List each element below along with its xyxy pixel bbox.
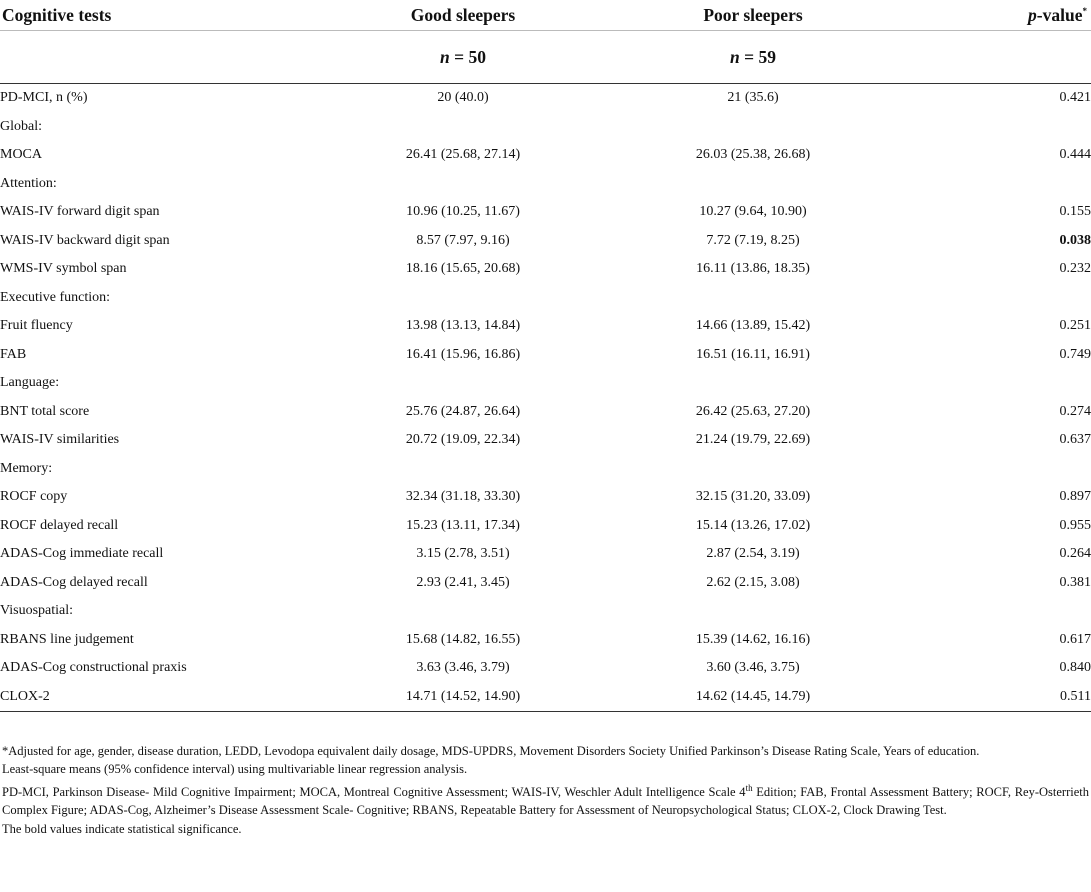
cell-poor-sleepers: 14.62 (14.45, 14.79)	[695, 688, 811, 704]
footnote-least-square: Least-square means (95% confidence interval) using multivariable linear regression analysis.	[2, 762, 468, 777]
cell-test-name: RBANS line judgement	[0, 631, 134, 647]
cell-poor-sleepers: 7.72 (7.19, 8.25)	[706, 232, 800, 248]
cell-test-name: ROCF copy	[0, 489, 68, 505]
table-row	[0, 540, 1091, 569]
header-p-asterisk: *	[1082, 5, 1087, 16]
cell-test-name: PD-MCI, n (%)	[0, 84, 318, 113]
cell-p-value: 0.038	[1059, 232, 1091, 248]
cell-poor-sleepers	[608, 170, 898, 199]
cell-p-value	[898, 369, 1091, 398]
cell-poor-sleepers: 14.66 (13.89, 15.42)	[695, 318, 811, 334]
cell-good-sleepers: 3.15 (2.78, 3.51)	[416, 546, 510, 562]
header-good-sleepers: Good sleepers	[410, 4, 516, 25]
cell-poor-sleepers: 26.03 (25.38, 26.68)	[695, 147, 811, 163]
cell-p-value	[898, 113, 1091, 142]
cell-good-sleepers	[318, 284, 608, 313]
cell-p-value: 0.617	[1059, 631, 1091, 647]
footnote-abbrev-part-b: Edition; FAB, Frontal Assessment Battery; ROCF, Rey-Osterrieth Complex Figure; ADAS-Cog, Alzheimer’s Disease Assessment Scale- Cognitive; RBANS, Repeatable Battery for Assessment of Neuropsychological Status; CLOX-2, Clock Drawing Test.	[2, 784, 1089, 818]
cell-good-sleepers: 18.16 (15.65, 20.68)	[405, 261, 521, 277]
cell-test-name: WAIS-IV forward digit span	[0, 204, 160, 220]
table-row	[0, 683, 1091, 712]
cell-poor-sleepers: 3.60 (3.46, 3.75)	[706, 660, 800, 676]
table-row	[0, 312, 1091, 341]
cell-poor-sleepers: 2.87 (2.54, 3.19)	[706, 546, 800, 562]
good-n-label: n	[440, 46, 450, 67]
table-row	[0, 654, 1091, 683]
cell-poor-sleepers: 21.24 (19.79, 22.69)	[695, 432, 811, 448]
cell-good-sleepers: 25.76 (24.87, 26.64)	[405, 403, 521, 419]
header-poor-sleepers: Poor sleepers	[703, 4, 803, 25]
table-row	[0, 141, 1091, 170]
cell-test-name: BNT total score	[0, 403, 90, 419]
cell-p-value: 0.264	[1059, 546, 1091, 562]
n-row-blank-p	[898, 31, 1091, 84]
cell-p-value: 0.232	[1059, 261, 1091, 277]
cell-p-value: 0.155	[1059, 204, 1091, 220]
poor-sleepers-n	[608, 31, 898, 84]
cell-poor-sleepers: 15.39 (14.62, 16.16)	[695, 631, 811, 647]
cell-test-name: ADAS-Cog constructional praxis	[0, 660, 187, 676]
cell-good-sleepers: 8.57 (7.97, 9.16)	[416, 232, 510, 248]
cell-test-name: MOCA	[0, 147, 43, 163]
cell-test-name: Fruit fluency	[0, 318, 73, 334]
cell-test-name: WAIS-IV backward digit span	[0, 232, 170, 248]
cell-test-name: Memory:	[0, 460, 53, 476]
table-row	[0, 341, 1091, 370]
table-row	[0, 512, 1091, 541]
table-row	[0, 426, 1091, 455]
cell-poor-sleepers: 21 (35.6)	[608, 84, 898, 113]
cell-p-value: 0.897	[1059, 489, 1091, 505]
cell-good-sleepers: 20.72 (19.09, 22.34)	[405, 432, 521, 448]
cell-p-value: 0.274	[1059, 403, 1091, 419]
cell-poor-sleepers: 2.62 (2.15, 3.08)	[706, 574, 800, 590]
header-p-rest: -value	[1036, 4, 1083, 25]
poor-n-value: = 59	[739, 46, 776, 67]
table-row	[0, 255, 1091, 284]
cell-poor-sleepers: 26.42 (25.63, 27.20)	[695, 403, 811, 419]
poor-n-label: n	[730, 46, 740, 67]
cell-good-sleepers: 10.96 (10.25, 11.67)	[406, 204, 520, 220]
cell-good-sleepers: 20 (40.0)	[318, 84, 608, 113]
table-row	[0, 597, 1091, 626]
footnote-adjusted: *Adjusted for age, gender, disease duration, LEDD, Levodopa equivalent daily dosage, MDS-UPDRS, Movement Disorders Society Unified Parkinson’s Disease Rating Scale, Years of education.	[2, 744, 980, 758]
table-row	[0, 398, 1091, 427]
cell-test-name: ROCF delayed recall	[0, 517, 119, 533]
cell-p-value: 0.749	[1059, 346, 1091, 362]
table-row	[0, 284, 1091, 313]
good-n-value: = 50	[449, 46, 486, 67]
table-row	[0, 455, 1091, 484]
cell-test-name: Attention:	[0, 175, 57, 191]
cell-p-value: 0.840	[1059, 660, 1091, 676]
sample-size-row	[0, 31, 1091, 84]
cell-poor-sleepers	[608, 113, 898, 142]
cell-p-value	[898, 284, 1091, 313]
table-row	[0, 483, 1091, 512]
table-row	[0, 198, 1091, 227]
cell-good-sleepers: 15.68 (14.82, 16.55)	[405, 631, 521, 647]
cell-test-name: ADAS-Cog delayed recall	[0, 574, 148, 590]
cell-p-value	[898, 455, 1091, 484]
cell-poor-sleepers: 16.11 (13.86, 18.35)	[696, 261, 810, 277]
n-row-blank	[0, 31, 318, 84]
header-p-value	[898, 0, 1091, 31]
table-row	[0, 84, 1091, 113]
cell-test-name: Language:	[0, 375, 60, 391]
cell-good-sleepers	[318, 597, 608, 626]
cell-p-value: 0.444	[1059, 147, 1091, 163]
table-row	[0, 113, 1091, 142]
cell-good-sleepers: 13.98 (13.13, 14.84)	[405, 318, 521, 334]
table-footnotes	[0, 742, 1089, 838]
cell-good-sleepers: 26.41 (25.68, 27.14)	[405, 147, 521, 163]
footnote-abbrev-part-a: PD-MCI, Parkinson Disease- Mild Cognitive Impairment; MOCA, Montreal Cognitive Assessment; WAIS-IV, Weschler Adult Intelligence Scale 4	[2, 784, 746, 799]
cell-p-value: 0.381	[1059, 574, 1091, 590]
cell-poor-sleepers	[608, 455, 898, 484]
footnote-bold-note: The bold values indicate statistical significance.	[2, 821, 242, 836]
cell-test-name: Visuospatial:	[0, 603, 74, 619]
header-row	[0, 0, 1091, 31]
table-row	[0, 369, 1091, 398]
cell-p-value: 0.511	[1060, 688, 1091, 704]
cell-p-value: 0.955	[1059, 517, 1091, 533]
good-sleepers-n	[318, 31, 608, 84]
header-cognitive-tests: Cognitive tests	[2, 4, 112, 25]
cell-good-sleepers: 3.63 (3.46, 3.79)	[416, 660, 510, 676]
cell-poor-sleepers	[608, 284, 898, 313]
cell-good-sleepers: 14.71 (14.52, 14.90)	[405, 688, 521, 704]
footnote-abbreviations	[2, 779, 1089, 820]
cell-test-name: FAB	[0, 346, 27, 362]
cell-poor-sleepers	[608, 369, 898, 398]
cell-good-sleepers	[318, 170, 608, 199]
cell-good-sleepers	[318, 455, 608, 484]
table-bottom-rule	[0, 711, 1091, 712]
cell-test-name: WAIS-IV similarities	[0, 432, 120, 448]
cell-p-value: 0.637	[1059, 432, 1091, 448]
table-row	[0, 626, 1091, 655]
cell-good-sleepers: 16.41 (15.96, 16.86)	[405, 346, 521, 362]
header-p-italic: p	[1028, 4, 1037, 25]
cell-test-name: WMS-IV symbol span	[0, 261, 127, 277]
cell-good-sleepers: 2.93 (2.41, 3.45)	[416, 574, 510, 590]
cell-poor-sleepers: 16.51 (16.11, 16.91)	[696, 346, 810, 362]
cell-p-value: 0.251	[1059, 318, 1091, 334]
table-row	[0, 227, 1091, 256]
cell-good-sleepers	[318, 369, 608, 398]
cell-poor-sleepers	[608, 597, 898, 626]
cell-p-value	[898, 597, 1091, 626]
cell-good-sleepers	[318, 113, 608, 142]
cell-poor-sleepers: 32.15 (31.20, 33.09)	[695, 489, 811, 505]
cell-p-value: 0.421	[898, 84, 1091, 113]
cell-good-sleepers: 32.34 (31.18, 33.30)	[405, 489, 521, 505]
cell-test-name: ADAS-Cog immediate recall	[0, 546, 164, 562]
cell-good-sleepers: 15.23 (13.11, 17.34)	[406, 517, 520, 533]
cell-test-name: CLOX-2	[0, 688, 50, 704]
table-body	[0, 84, 1091, 712]
cell-test-name: Executive function:	[0, 289, 111, 305]
cell-test-name: Global:	[0, 118, 42, 134]
footnote-abbrev-sup: th	[745, 782, 753, 793]
cell-poor-sleepers: 10.27 (9.64, 10.90)	[699, 204, 807, 220]
table-row	[0, 170, 1091, 199]
table-row	[0, 569, 1091, 598]
cell-p-value	[898, 170, 1091, 199]
cell-poor-sleepers: 15.14 (13.26, 17.02)	[695, 517, 811, 533]
